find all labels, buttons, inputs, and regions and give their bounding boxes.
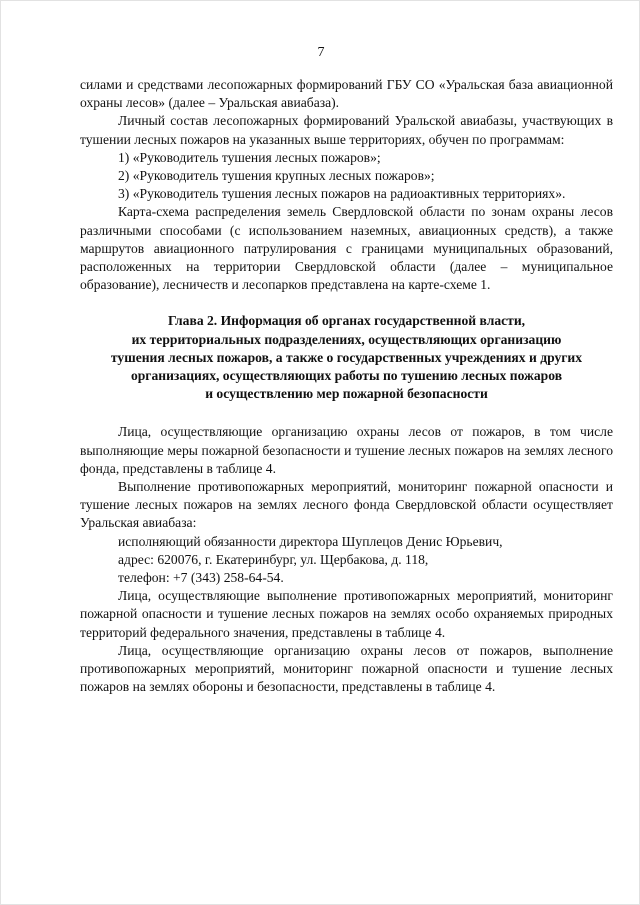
contact-phone: телефон: +7 (343) 258-64-54.: [118, 570, 284, 586]
program-item-1: 1) «Руководитель тушения лесных пожаров»;: [118, 149, 381, 165]
body-paragraph-protected-areas: Лица, осуществляющие выполнение противопожарных мероприятий, мониторинг пожарной опасности и тушение лесных пожаров на землях особо охраняемых природных территорий федерального значения, представлены в таблице 4.: [80, 588, 613, 640]
chapter-heading: [80, 312, 613, 403]
intro-paragraph-staff-training: Личный состав лесопожарных формирований Уральской авиабазы, участвующих в тушении лесных пожаров на указанных выше территориях, обучен по программам:: [80, 113, 613, 147]
program-item-3: 3) «Руководитель тушения лесных пожаров на радиоактивных территориях».: [118, 186, 566, 202]
contact-director: исполняющий обязанности директора Шуплецов Денис Юрьевич,: [118, 533, 503, 549]
body-paragraph-defense-lands: Лица, осуществляющие организацию охраны лесов от пожаров, выполнение противопожарных мероприятий, мониторинг пожарной опасности и тушение лесных пожаров на землях обороны и безопасности, представлены в таблице 4.: [80, 642, 613, 695]
chapter-heading-line: и осуществлению мер пожарной безопасности: [205, 386, 488, 402]
body-paragraph-fire-protection: Лица, осуществляющие организацию охраны лесов от пожаров, в том числе выполняющие меры пожарной безопасности и тушение лесных пожаров на землях лесного фонда, представлены в таблице 4.: [80, 424, 613, 476]
contact-address: адрес: 620076, г. Екатеринбург, ул. Щербакова, д. 118,: [118, 551, 429, 567]
document-body: [80, 76, 613, 697]
chapter-heading-line: Глава 2. Информация об органах государственной власти,: [167, 313, 526, 329]
program-item-2: 2) «Руководитель тушения крупных лесных пожаров»;: [118, 168, 435, 184]
chapter-heading-line: организациях, осуществляющих работы по тушению лесных пожаров: [130, 368, 563, 384]
body-paragraph-avia-base: Выполнение противопожарных мероприятий, мониторинг пожарной опасности и тушение лесных пожаров на землях лесного фонда Свердловской области осуществляет Уральская авиабаза:: [80, 479, 613, 531]
intro-paragraph-continuation: силами и средствами лесопожарных формирований ГБУ СО «Уральская база авиационной охраны лесов» (далее – Уральская авиабаза).: [80, 77, 613, 111]
page-number: 7: [317, 45, 325, 60]
chapter-heading-line: их территориальных подразделениях, осуществляющих организацию: [131, 331, 562, 347]
intro-paragraph-map-scheme: Карта-схема распределения земель Свердловской области по зонам охраны лесов различными способами (с использованием наземных, авиационных средств), а также маршрутов авиационного патрулирования с границами муниципальных образований, расположенных на территории Свердловской области (далее – муниципальное образование), лесничеств и лесопарков представлена на карте-схеме 1.: [80, 204, 613, 293]
chapter-heading-line: тушения лесных пожаров, а также о государственных учреждениях и других: [110, 349, 583, 365]
